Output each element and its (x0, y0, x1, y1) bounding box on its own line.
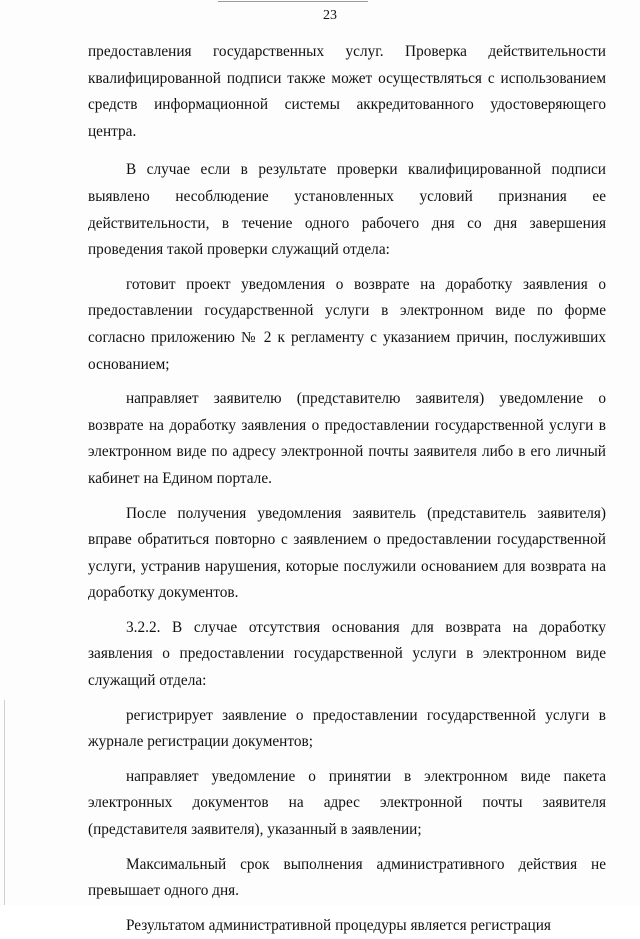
paragraph-prepare-notice: готовит проект уведомления о возврате на доработку заявления о предоставлении государственной услуги в электронном виде по форме согласно приложению № 2 к регламенту с указанием причин, послуживших основанием; (88, 275, 606, 373)
paragraph-register-application: регистрирует заявление о предоставлении государственной услуги в журнале регистрации документов; (88, 706, 606, 751)
page-body (88, 39, 606, 939)
paragraph-reapply: После получения уведомления заявитель (представитель заявителя) вправе обратиться повторно с заявлением о предоставлении государственной услуги, устранив нарушения, которые послужили основанием для возврата на доработку документов. (88, 504, 606, 602)
scan-edge-line (4, 700, 5, 905)
paragraph-max-duration: Максимальный срок выполнения административного действия не превышает одного дня. (88, 855, 606, 900)
paragraph-verification-continued: предоставления государственных услуг. Проверка действительности квалифицированной подписи также может осуществляться с использованием средств информационной системы аккредитованного удостоверяющего центра. (88, 43, 606, 140)
page-number: 23 (323, 8, 337, 23)
paragraph-invalid-signature: В случае если в результате проверки квалифицированной подписи выявлено несоблюдение установленных условий признания ее действительности, в течение одного рабочего дня со дня завершения проведения такой проверки служащий отдела: (88, 161, 606, 259)
paragraph-result: Результатом административной процедуры является регистрация (126, 916, 551, 934)
paragraph-send-notice: направляет заявителю (представителю заявителя) уведомление о возврате на доработку заявления о предоставлении государственной услуги в электронном виде по адресу электронной почты заявителя либо в его личный кабинет на Едином портале. (88, 390, 606, 487)
paragraph-send-acceptance: направляет уведомление о принятии в электронном виде пакета электронных документов на адрес электронной почты заявителя (представителя заявителя), указанный в заявлении; (88, 767, 606, 839)
paragraph-section-3-2-2: 3.2.2. В случае отсутствия основания для возврата на доработку заявления о предоставлении государственной услуги в электронном виде служащий отдела: (88, 618, 606, 690)
top-scan-line (218, 1, 368, 2)
